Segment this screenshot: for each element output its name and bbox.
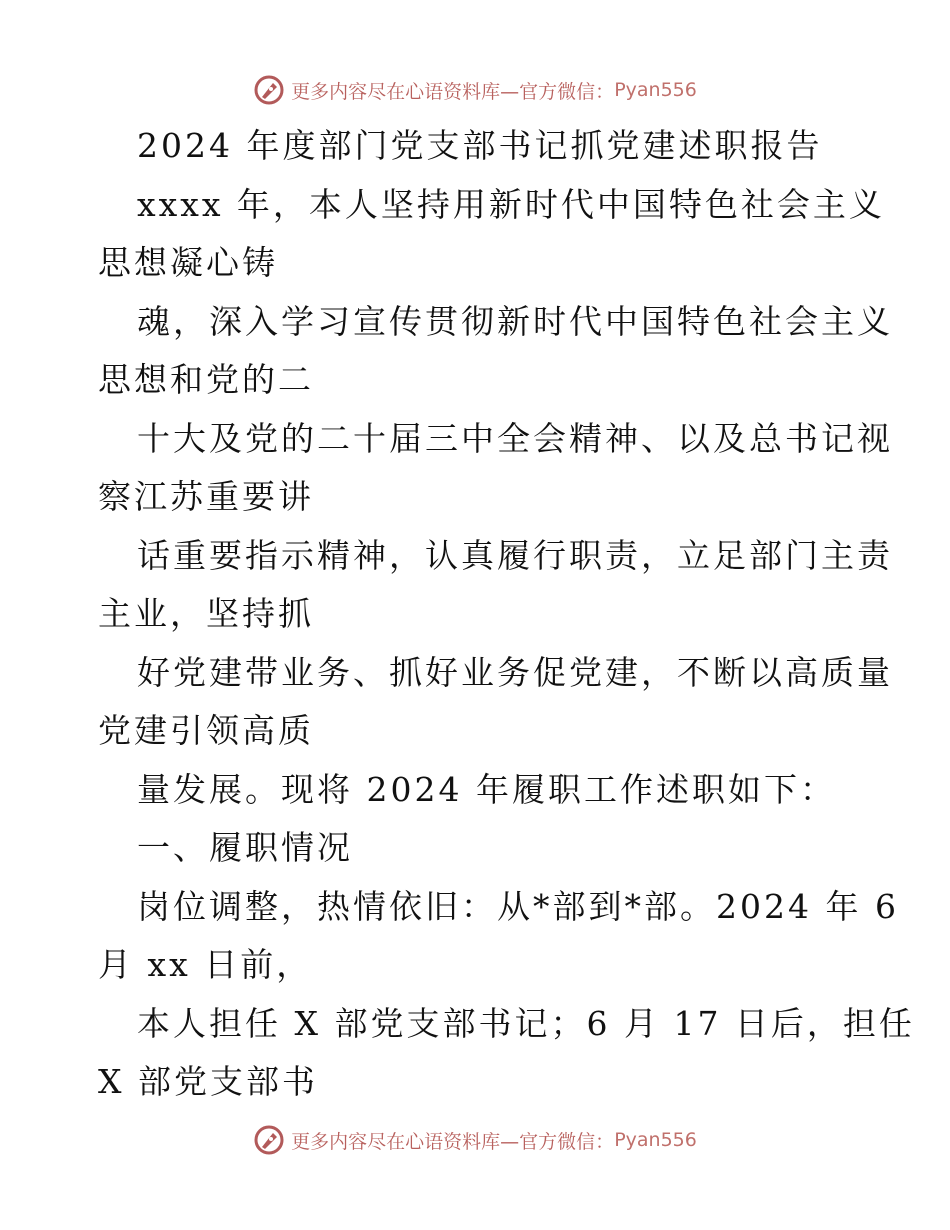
watermark-account: Pyan556 bbox=[614, 1129, 697, 1151]
document-line: 主业，坚持抓 bbox=[98, 594, 314, 633]
watermark-account-label: 官方微信： bbox=[519, 80, 615, 103]
document-line: 思想和党的二 bbox=[98, 360, 314, 399]
document-line: 察江苏重要讲 bbox=[98, 477, 314, 516]
watermark-account-label: 官方微信： bbox=[519, 1130, 615, 1153]
document-title: 2024 年度部门党支部书记抓党建述职报告 bbox=[137, 126, 823, 165]
watermark-text: 更多内容尽在心语资料库— bbox=[291, 80, 520, 103]
document-line: 话重要指示精神，认真履行职责，立足部门主责 bbox=[137, 536, 893, 575]
document-line: 本人担任 X 部党支部书记；6 月 17 日后，担任 bbox=[137, 1004, 915, 1043]
watermark-text: 更多内容尽在心语资料库— bbox=[291, 1130, 520, 1153]
document-line: 党建引领高质 bbox=[98, 711, 314, 750]
document-line: 十大及党的二十届三中全会精神、以及总书记视 bbox=[137, 419, 893, 458]
document-line: 岗位调整，热情依旧：从*部到*部。2024 年 6 bbox=[137, 887, 899, 926]
document-line: 好党建带业务、抓好业务促党建，不断以高质量 bbox=[137, 653, 893, 692]
document-line: X 部党支部书 bbox=[98, 1062, 318, 1101]
pen-nib-logo-icon bbox=[253, 74, 285, 106]
document-line: 量发展。现将 2024 年履职工作述职如下： bbox=[137, 770, 836, 809]
document-line: xxxx 年，本人坚持用新时代中国特色社会主义 bbox=[137, 185, 885, 224]
document-line: 魂，深入学习宣传贯彻新时代中国特色社会主义 bbox=[137, 302, 893, 341]
watermark-header bbox=[0, 70, 950, 110]
document-line: 思想凝心铸 bbox=[98, 243, 278, 282]
document-line: 月 xx 日前， bbox=[98, 945, 313, 984]
pen-nib-logo-icon bbox=[253, 1124, 285, 1156]
section-heading: 一、履职情况 bbox=[137, 828, 353, 867]
watermark-footer bbox=[0, 1120, 950, 1160]
watermark-account: Pyan556 bbox=[614, 79, 697, 101]
